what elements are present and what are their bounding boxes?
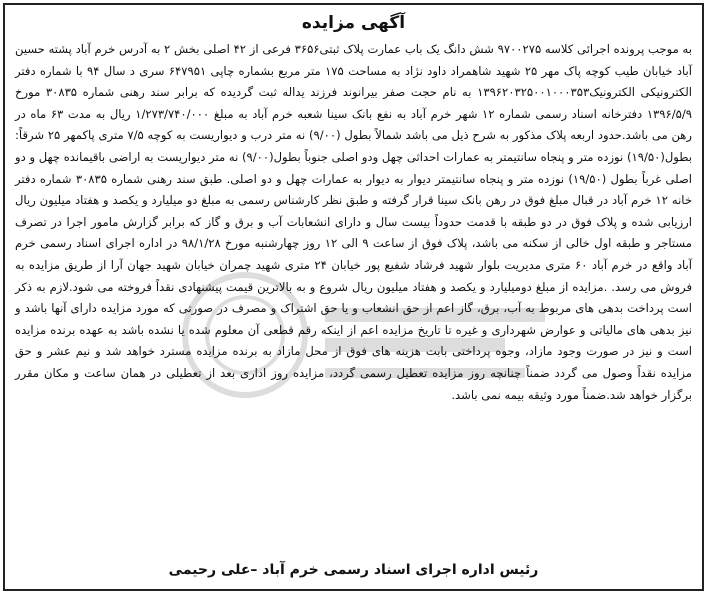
notice-body: به موجب پرونده اجرائی کلاسه ۹۷۰۰۲۷۵ شش دانگ یک باب عمارت پلاک ثبتی۳۶۵۶ فرعی از ۴۲ اصلی بخش ۲ به آدرس خرم آباد پشته حسین آباد خیابان طیب کوچه پاک مهر ۲۵ شهید شاهمراد داود نژاد به مساحت ۱۷۵ متر مربع بشماره چاپی ۶۴۷۹۵۱ سری د سال ۹۴ با شماره دفتر الکترونیکی الکترونیک۱۳۹۶۲۰۳۲۵۰۰۱۰۰۰۳۵۳ به نام حجت صفر بیرانوند فرزند یداله ثبت گردیده که برابر سند رهنی شماره ۳۰۸۳۵ مورخ ۱۳۹۶/۵/۹ دفترخانه اسناد رسمی شماره ۱۲ شهر خرم آباد به نفع بانک سینا شعبه خرم آباد به مبلغ ۱/۲۷۳/۷۴۰/۰۰۰ ریال به مدت ۶۳ ماه در رهن می باشد.حدود اربعه پلاک مذکور به شرح ذیل می باشد شمالاً بطول (۹/۰۰) نه متر درب و دیواریست به کوچه ۷/۵ متری پاکمهر ۲۵ شرقاً: بطول(۱۹/۵۰) نوزده متر و پنجاه سانتیمتر به عمارات احداثی چهل ودو اصلی جنوباً بطول(۹/۰۰) نه متر دیواریست به اراضی باقیمانده چهل و دو اصلی غرباً بطول (۱۹/۵۰) نوزده متر و پنجاه سانتیمتر دیوار به دیوار به عمارات چهل و دو اصلی. طبق سند رهنی شماره ۳۰۸۳۵ شماره دفتر خانه ۱۲ خرم آباد در قبال مبلغ فوق در رهن بانک سینا قرار گرفته و طبق نظر کارشناس رسمی به مبلغ دو میلیارد و یکصد و هفتاد میلیون ریال ارزیابی شده و پلاک فوق در دو طبقه با قدمت حدوداً بیست سال و دارای انشعابات آب و برق و گاز که برابر گزارش مامور اجرا در تصرف مستاجر و طبقه اول خالی از سکنه می باشد، پلاک فوق از ساعت ۹ الی ۱۲ روز چهارشنبه مورخ ۹۸/۱/۲۸ در اداره اجرای اسناد رسمی خرم آباد واقع در خرم آباد ۶۰ متری مدیریت بلوار شهید فرشاد شفیع پور خیابان ۲۴ متری شهید چمران خیابان شهید جهان آرا از طریق مزایده به فروش می رسد. .مزایده از مبلغ دومیلیارد و یکصد و هفتاد میلیون ریال شروع و به بالاترین قیمت پیشنهادی نقداً فروخته می شود.لازم به ذکر است پرداخت بدهی های مربوط به آب، برق، گاز اعم از حق انشعاب و یا حق اشتراک و مصرف در صورتی که مورد مزایده دارای آنها باشد و نیز بدهی های مالیاتی و عوارض شهرداری و غیره تا تاریخ مزایده اعم از اینکه رقم قطعی آن معلوم شده یا نشده باشد به عهده برنده مزایده است و نیز در صورت وجود مازاد، وجوه پرداختی بابت هزینه های فوق از محل مازاد به برنده مزایده مسترد خواهد شد و نیم عشر و حق مزایده نقداً وصول می گردد ضمناً چنانچه روز مزایده تعطیل رسمی گردد، مزایده روز اداری بعد از تعطیلی در همان ساعت و مکان مقرر برگزار خواهد شد.ضمناً مورد وثیقه بیمه نمی باشد. (15, 42, 693, 402)
notice-frame (3, 3, 704, 591)
notice-title: آگهی مزایده (301, 13, 406, 33)
notice-signature: رئیس اداره اجرای اسناد رسمی خرم آباد –علی رحیمی (168, 562, 539, 578)
